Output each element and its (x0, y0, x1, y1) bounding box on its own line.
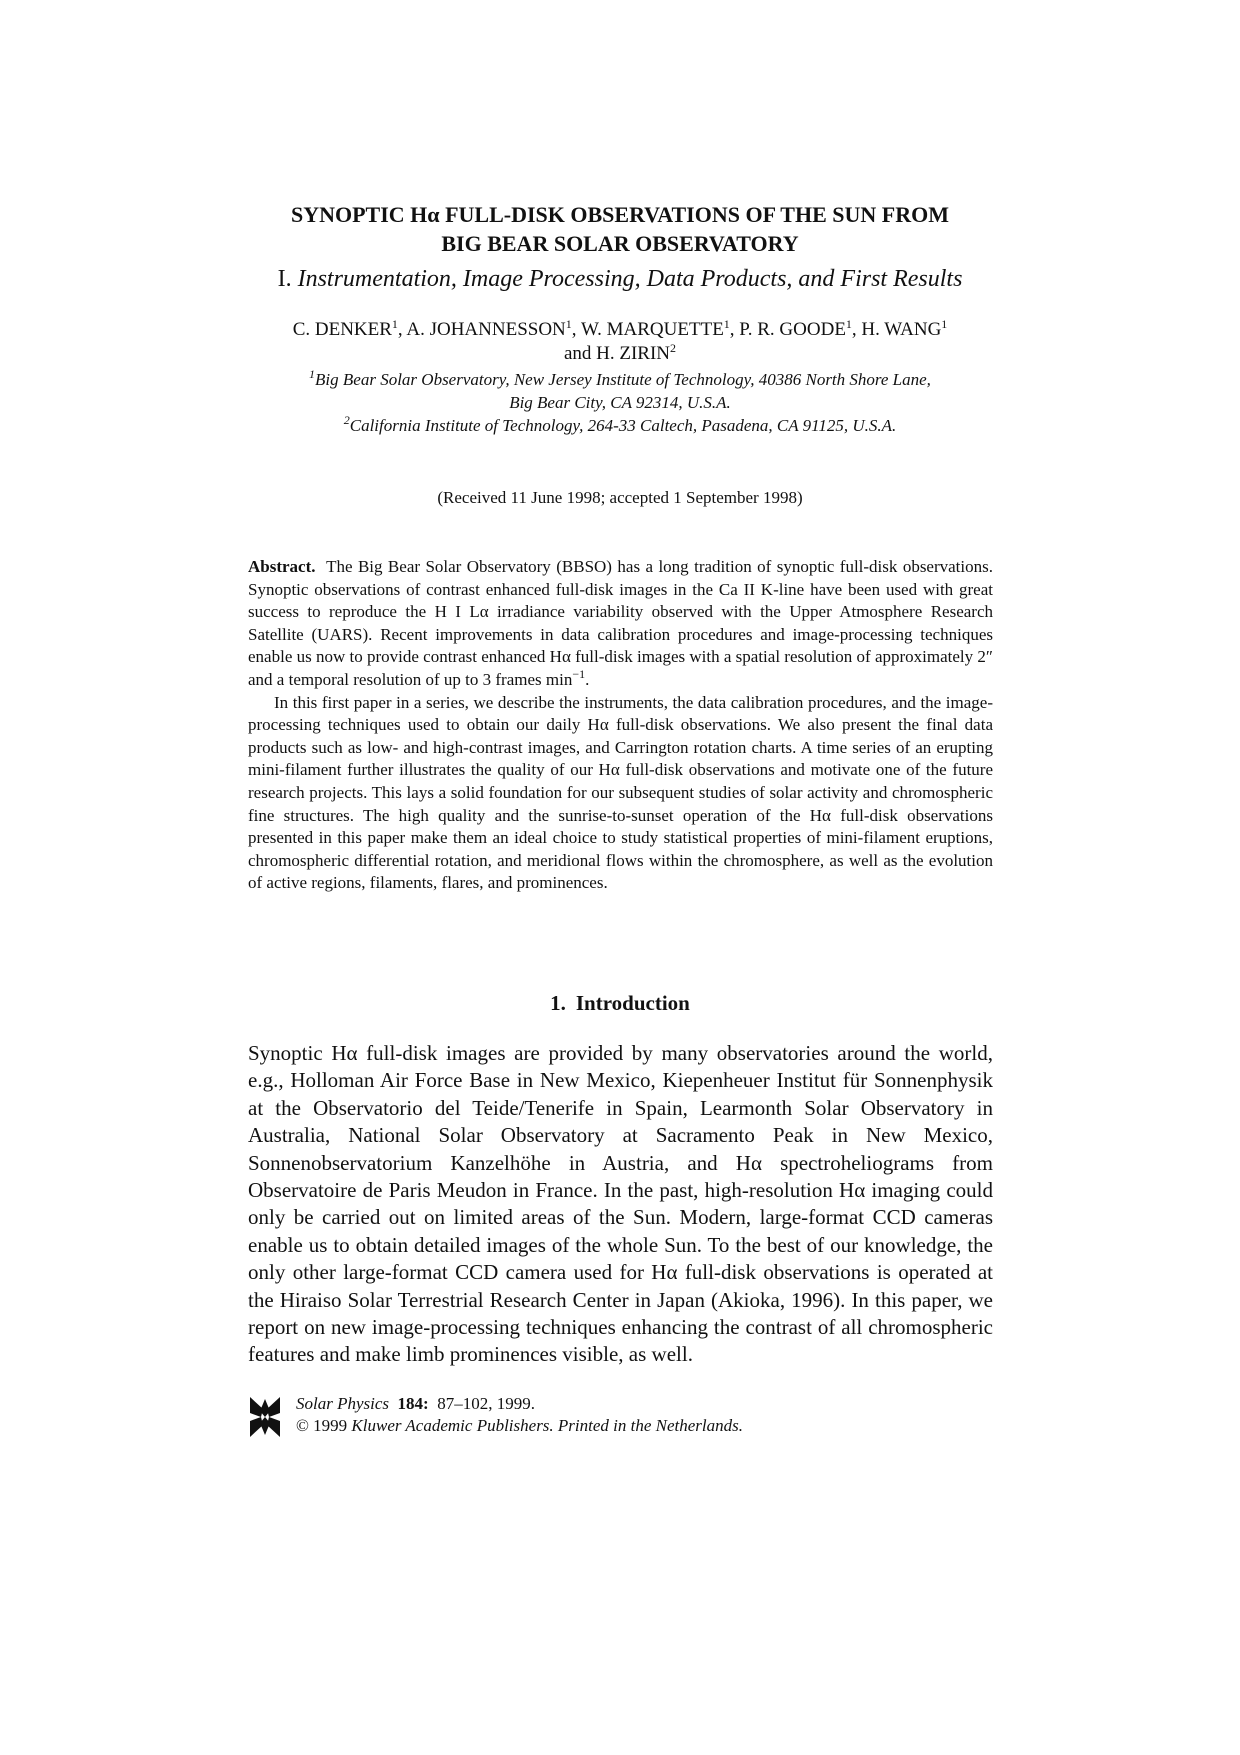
affiliation-1-line-2: Big Bear City, CA 92314, U.S.A. (509, 393, 731, 412)
abstract-text: The Big Bear Solar Observatory (BBSO) has a long tradition of synoptic full-disk observations. Synoptic observations of contrast enhanced full-disk images in the Ca II K-line have been used with great success to reproduce the H I Lα irradiance variability observed with the Upper Atmosphere Research Satellite (UARS). Recent improvements in data calibration procedures and image-processing techniques enable us now to provide contrast enhanced Hα full-disk images with a spatial resolution of approximately 2″ and a temporal resolution of up to 3 frames min (248, 557, 993, 689)
subtitle-text: Instrumentation, Image Processing, Data Products, and First Results (297, 266, 963, 292)
footer-copyright (296, 1415, 743, 1437)
author: H. WANG (861, 319, 942, 340)
author-affil-mark: 2 (670, 341, 677, 355)
abstract-period: . (585, 669, 590, 689)
received-dates: (Received 11 June 1998; accepted 1 September 1998) (437, 488, 803, 507)
author: and H. ZIRIN (563, 343, 671, 364)
introduction-body: Synoptic Hα full-disk images are provided by many observatories around the world, e.g., Holloman Air Force Base in New Mexico, Kiepenheuer Institut für Sonnenphysik at the Observatorio del Teide/Tenerife in Spain, Learmonth Solar Observatory in Australia, National Solar Observatory at Sacramento Peak in New Mexico, Sonnenobservatorium Kanzelhöhe in Austria, and Hα spectroheliograms from Observatoire de Paris Meudon in France. In the past, high-resolution Hα imaging could only be carried out on limited areas of the Sun. Modern, large-format CCD cameras enable us to obtain detailed images of the whole Sun. To the best of our knowledge, the only other large-format CCD camera used for Hα full-disk observations is operated at the Hiraiso Solar Terrestrial Research Center in Japan (Akioka, 1996). In this paper, we report on new image-processing techniques enhancing the contrast of all chromospheric features and make limb prominences visible, as well. (248, 1041, 993, 1367)
author: C. DENKER (292, 319, 392, 340)
author: P. R. GOODE (739, 319, 846, 340)
abstract-paragraph-2: In this first paper in a series, we describe the instruments, the data calibration procedures, and the image-processing techniques used to obtain our daily Hα full-disk observations. We also present the final data products such as low- and high-contrast images, and Carrington rotation charts. A time series of an erupting mini-filament further illustrates the quality of our Hα full-disk observations and motivate one of the future research projects. This lays a solid foundation for our subsequent studies of solar activity and chromospheric fine structures. The high quality and the sunrise-to-sunset operation of the Hα full-disk observations presented in this paper make them an ideal choice to study statistical properties of mini-filament eruptions, chromospheric differential rotation, and meridional flows within the chromosphere, as well as the evolution of active regions, filaments, flares, and prominences. (248, 692, 993, 893)
affil-mark: 1 (309, 367, 316, 381)
footer-citation (296, 1393, 743, 1415)
journal-pages: 87–102, 1999. (437, 1394, 535, 1413)
author-line-2 (180, 342, 1060, 366)
section-title: Introduction (575, 991, 690, 1015)
affiliation-2 (180, 414, 1060, 437)
author: W. MARQUETTE (580, 319, 724, 340)
section-heading (200, 990, 1040, 1016)
author-affil-mark: 1 (723, 317, 730, 331)
copyright-year: © 1999 (296, 1416, 348, 1435)
affiliation-1-line-1 (180, 368, 1060, 391)
author-affil-mark: 1 (941, 317, 948, 331)
affiliation-text: Big Bear Solar Observatory, New Jersey Institute of Technology, 40386 North Shore Lane, (315, 370, 931, 389)
title-line-1: SYNOPTIC Hα FULL-DISK OBSERVATIONS OF THE SUN FROM (291, 202, 949, 227)
journal-name: Solar Physics (296, 1394, 390, 1413)
author-affil-mark: 1 (565, 317, 572, 331)
affiliations (180, 368, 1060, 437)
journal-footer (248, 1393, 848, 1439)
publisher-logo-icon (248, 1395, 282, 1439)
section-number: 1. (550, 991, 566, 1015)
footer-text (296, 1393, 743, 1437)
author-list (180, 318, 1060, 366)
title-line-2: BIG BEAR SOLAR OBSERVATORY (441, 231, 799, 256)
paper-subtitle (150, 264, 1090, 294)
affiliation-text: California Institute of Technology, 264-33 Caltech, Pasadena, CA 91125, U.S.A. (349, 416, 897, 435)
publisher-name: Kluwer Academic Publishers. Printed in the Netherlands. (351, 1416, 744, 1435)
paper-title (200, 200, 1040, 258)
affil-mark: 2 (343, 413, 350, 427)
author: A. JOHANNESSON (406, 319, 566, 340)
abstract-superscript: −1 (572, 666, 586, 681)
abstract-label: Abstract. (248, 557, 316, 576)
journal-volume: 184: (397, 1394, 429, 1413)
author-line-1: C. DENKER$^1$, A. JOHANNESSON$^1$, W. MARQUETTE$^1$, P. R. GOODE$^1$, H. WANG$^1$ (292, 317, 948, 340)
abstract (248, 556, 993, 895)
subtitle-numeral: I. (277, 266, 292, 292)
author-affil-mark: 1 (391, 317, 398, 331)
abstract-paragraph-1 (248, 556, 993, 692)
author-affil-mark: 1 (845, 317, 852, 331)
